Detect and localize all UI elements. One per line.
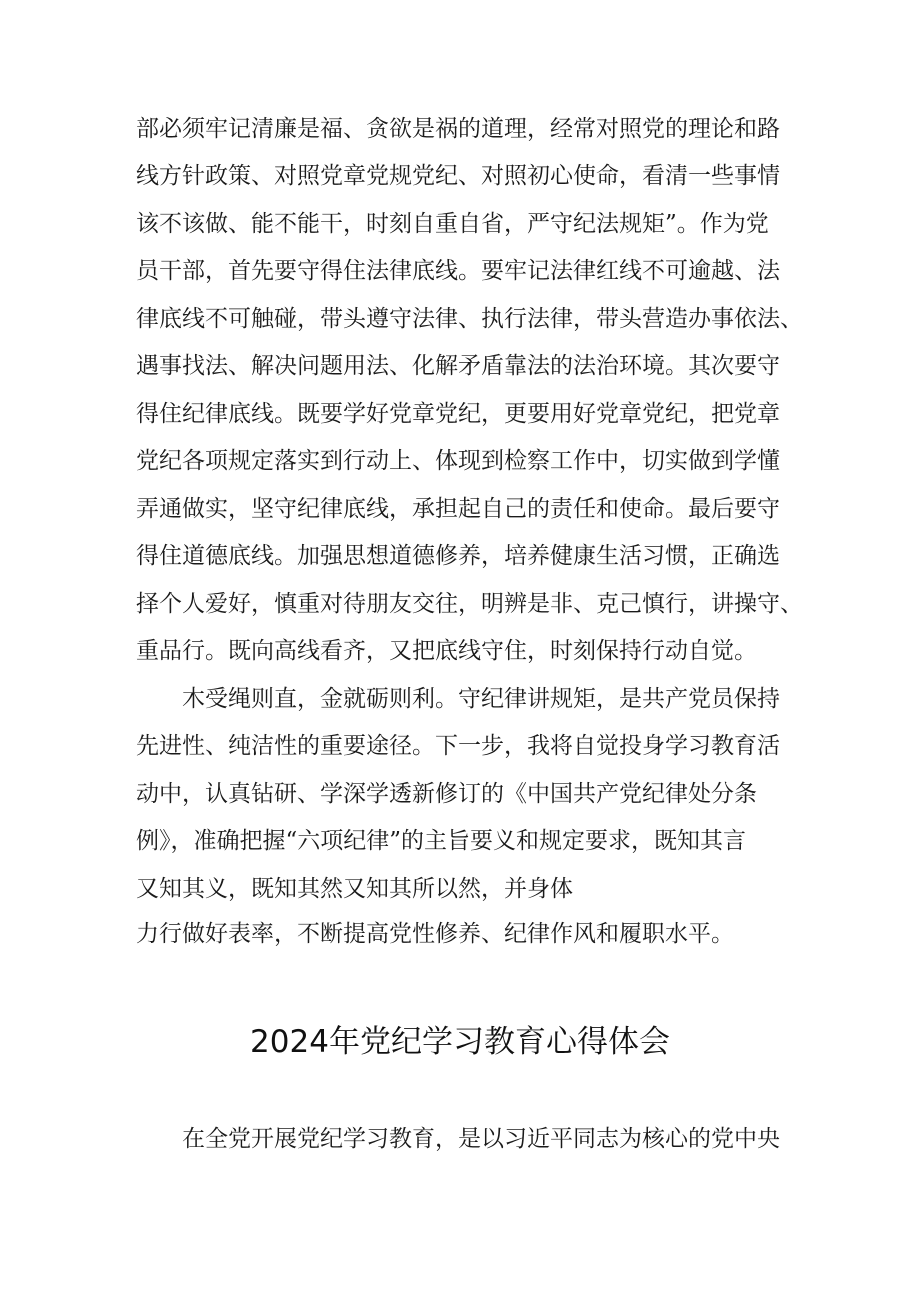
paragraph-line: 在全党开展党纪学习教育，是以习近平同志为核心的党中央 (182, 1126, 780, 1152)
paragraph-line: 线方针政策、对照党章党规党纪、对照初心使命，看清一些事情 (136, 163, 780, 189)
paragraph-line: 重品行。既向高线看齐，又把底线守住，时刻保持行动自觉。 (136, 638, 757, 664)
paragraph-line: 部必须牢记清廉是福、贪欲是祸的道理，经常对照党的理论和路 (136, 116, 780, 142)
paragraph-line: 员干部，首先要守得住法律底线。要牢记法律红线不可逾越、法 (136, 258, 780, 284)
paragraph-line: 例》，准确把握“六项纪律”的主旨要义和规定要求，既知其言 (136, 828, 747, 854)
paragraph-line: 择个人爱好，慎重对待朋友交往，明辨是非、克己慎行，讲操守、 (136, 591, 803, 617)
paragraph-line: 动中，认真钻研、学深学透新修订的《中国共产党纪律处分条 (136, 781, 757, 807)
paragraph-line: 该不该做、能不能干，时刻自重自省，严守纪法规矩”。作为党 (136, 211, 769, 237)
paragraph-line: 遇事找法、解决问题用法、化解矛盾靠法的法治环境。其次要守 (136, 353, 780, 379)
paragraph-line: 律底线不可触碰，带头遵守法律、执行法律，带头营造办事依法、 (136, 306, 803, 332)
paragraph-line: 木受绳则直，金就砺则利。守纪律讲规矩，是共产党员保持 (182, 686, 780, 712)
paragraph-line: 力行做好表率，不断提高党性修养、纪律作风和履职水平。 (136, 921, 734, 947)
paragraph-line: 得住道德底线。加强思想道德修养，培养健康生活习惯，正确选 (136, 543, 780, 569)
paragraph-line: 先进性、纯洁性的重要途径。下一步，我将自觉投身学习教育活 (136, 733, 780, 759)
paragraph-line: 党纪各项规定落实到行动上、体现到检察工作中，切实做到学懂 (136, 448, 780, 474)
paragraph-line: 得住纪律底线。既要学好党章党纪，更要用好党章党纪，把党章 (136, 401, 780, 427)
section-title: 2024年党纪学习教育心得体会 (250, 1024, 670, 1060)
paragraph-line: 弄通做实，坚守纪律底线，承担起自己的责任和使命。最后要守 (136, 496, 780, 522)
paragraph-line: 又知其义，既知其然又知其所以然，并身体 (136, 876, 573, 902)
